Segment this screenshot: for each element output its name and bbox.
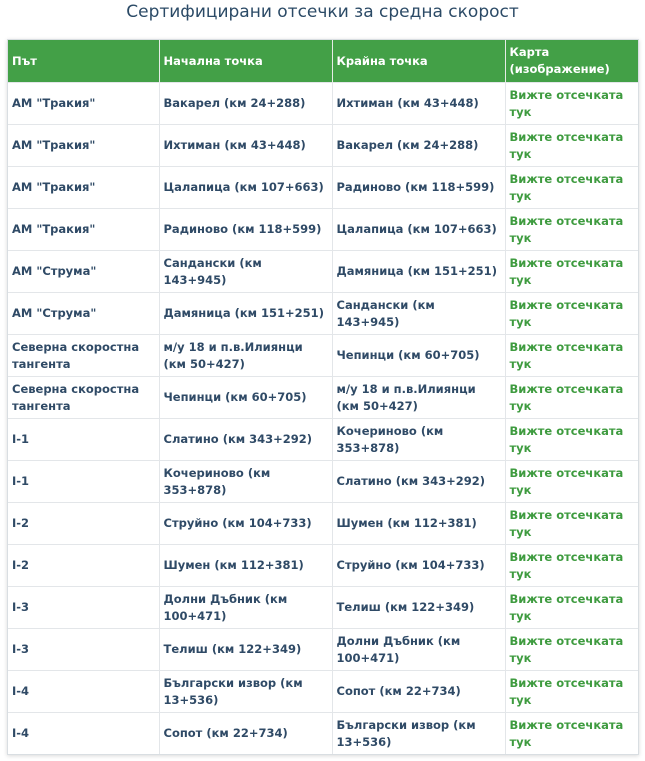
start-point-cell: Слатино (км 343+292): [159, 419, 332, 461]
start-point-cell: м/у 18 и п.в.Илиянци (км 50+427): [159, 335, 332, 377]
map-link[interactable]: Вижте отсечката тук: [505, 503, 638, 545]
map-link[interactable]: Вижте отсечката тук: [505, 209, 638, 251]
map-link[interactable]: Вижте отсечката тук: [505, 671, 638, 713]
end-point-cell: Радиново (км 118+599): [332, 167, 505, 209]
start-point-cell: Вакарел (км 24+288): [159, 83, 332, 125]
map-link[interactable]: Вижте отсечката тук: [505, 251, 638, 293]
road-cell: I-1: [8, 461, 159, 503]
table-row: [8, 671, 638, 713]
map-link[interactable]: Вижте отсечката тук: [505, 125, 638, 167]
end-point-cell: Кочериново (км 353+878): [332, 419, 505, 461]
table-row: [8, 167, 638, 209]
road-cell: I-4: [8, 713, 159, 755]
map-link[interactable]: Вижте отсечката тук: [505, 83, 638, 125]
start-point-cell: Дамяница (км 151+251): [159, 293, 332, 335]
road-cell: Северна скоростна тангента: [8, 377, 159, 419]
table-row: [8, 125, 638, 167]
end-point-cell: Ихтиман (км 43+448): [332, 83, 505, 125]
table-row: [8, 587, 638, 629]
start-point-cell: Чепинци (км 60+705): [159, 377, 332, 419]
table-row: [8, 629, 638, 671]
page-title: Сертифицирани отсечки за средна скорост: [126, 2, 519, 22]
end-point-cell: Долни Дъбник (км 100+471): [332, 629, 505, 671]
road-cell: АМ "Тракия": [8, 167, 159, 209]
map-link[interactable]: Вижте отсечката тук: [505, 335, 638, 377]
end-point-cell: Струйно (км 104+733): [332, 545, 505, 587]
road-cell: Северна скоростна тангента: [8, 335, 159, 377]
map-link[interactable]: Вижте отсечката тук: [505, 587, 638, 629]
end-point-cell: Дамяница (км 151+251): [332, 251, 505, 293]
header-road: Път: [8, 40, 159, 83]
table-body: [8, 83, 638, 755]
start-point-cell: Сандански (км 143+945): [159, 251, 332, 293]
end-point-cell: Чепинци (км 60+705): [332, 335, 505, 377]
speed-sections-table: [8, 40, 638, 754]
road-cell: АМ "Струма": [8, 293, 159, 335]
start-point-cell: Долни Дъбник (км 100+471): [159, 587, 332, 629]
end-point-cell: м/у 18 и п.в.Илиянци (км 50+427): [332, 377, 505, 419]
table-row: [8, 503, 638, 545]
start-point-cell: Ихтиман (км 43+448): [159, 125, 332, 167]
road-cell: I-4: [8, 671, 159, 713]
table-row: [8, 335, 638, 377]
map-link[interactable]: Вижте отсечката тук: [505, 713, 638, 755]
road-cell: АМ "Тракия": [8, 209, 159, 251]
table-row: [8, 251, 638, 293]
start-point-cell: Телиш (км 122+349): [159, 629, 332, 671]
map-link[interactable]: Вижте отсечката тук: [505, 629, 638, 671]
start-point-cell: Български извор (км 13+536): [159, 671, 332, 713]
header-start-point: Начална точка: [159, 40, 332, 83]
end-point-cell: Сандански (км 143+945): [332, 293, 505, 335]
end-point-cell: Вакарел (км 24+288): [332, 125, 505, 167]
road-cell: АМ "Тракия": [8, 125, 159, 167]
table-row: [8, 419, 638, 461]
end-point-cell: Телиш (км 122+349): [332, 587, 505, 629]
map-link[interactable]: Вижте отсечката тук: [505, 419, 638, 461]
start-point-cell: Шумен (км 112+381): [159, 545, 332, 587]
table-header-row: [8, 40, 638, 83]
map-link[interactable]: Вижте отсечката тук: [505, 461, 638, 503]
road-cell: I-1: [8, 419, 159, 461]
road-cell: I-2: [8, 545, 159, 587]
end-point-cell: Слатино (км 343+292): [332, 461, 505, 503]
table-row: [8, 83, 638, 125]
table-row: [8, 461, 638, 503]
header-end-point: Крайна точка: [332, 40, 505, 83]
map-link[interactable]: Вижте отсечката тук: [505, 293, 638, 335]
table-row: [8, 545, 638, 587]
end-point-cell: Цалапица (км 107+663): [332, 209, 505, 251]
end-point-cell: Сопот (км 22+734): [332, 671, 505, 713]
road-cell: I-2: [8, 503, 159, 545]
road-cell: I-3: [8, 629, 159, 671]
end-point-cell: Шумен (км 112+381): [332, 503, 505, 545]
start-point-cell: Цалапица (км 107+663): [159, 167, 332, 209]
road-cell: АМ "Струма": [8, 251, 159, 293]
road-cell: I-3: [8, 587, 159, 629]
end-point-cell: Български извор (км 13+536): [332, 713, 505, 755]
speed-sections-table-container: [7, 39, 639, 755]
map-link[interactable]: Вижте отсечката тук: [505, 545, 638, 587]
table-row: [8, 293, 638, 335]
table-row: [8, 209, 638, 251]
table-row: [8, 377, 638, 419]
start-point-cell: Радиново (км 118+599): [159, 209, 332, 251]
map-link[interactable]: Вижте отсечката тук: [505, 167, 638, 209]
road-cell: АМ "Тракия": [8, 83, 159, 125]
header-map: Карта (изображение): [505, 40, 638, 83]
table-row: [8, 713, 638, 755]
start-point-cell: Струйно (км 104+733): [159, 503, 332, 545]
start-point-cell: Сопот (км 22+734): [159, 713, 332, 755]
start-point-cell: Кочериново (км 353+878): [159, 461, 332, 503]
map-link[interactable]: Вижте отсечката тук: [505, 377, 638, 419]
